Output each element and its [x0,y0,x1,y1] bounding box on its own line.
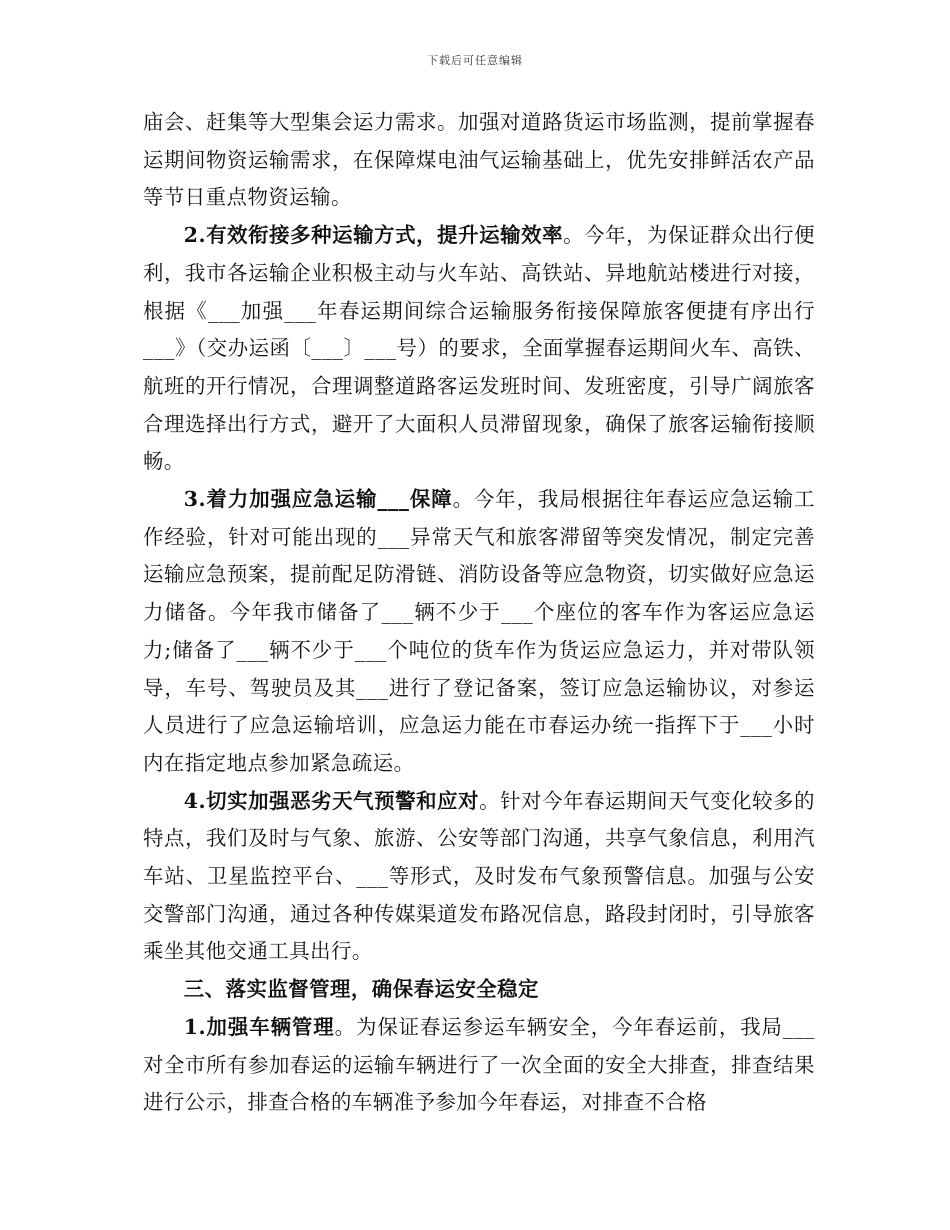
paragraph-lead: 2.有效衔接多种运输方式，提升运输效率 [183,223,564,248]
paragraph-continuation [143,104,815,217]
paragraph-lead: 3.着力加强应急运输___保障 [183,487,453,512]
paragraph-lead: 1.加强车辆管理 [183,1014,335,1039]
paragraph-text: 庙会、赶集等大型集会运力需求。加强对道路货运市场监测，提前掌握春运期间物资运输需求，在保障煤电油气运输基础上，优先安排鲜活农产品等节日重点物资运输。 [143,110,815,210]
document-body [143,104,815,1122]
section-heading: 三、落实监督管理，确保春运安全稳定 [183,977,539,1002]
paragraph-item-2 [143,217,815,481]
page-header: 下载后可任意编辑 [427,54,523,67]
paragraph-text: 。针对今年春运期间天气变化较多的特点，我们及时与气象、旅游、公安等部门沟通，共享气象信息，利用汽车站、卫星监控平台、___等形式，及时发布气象预警信息。加强与公安交警部门沟通，通过各种传媒渠道发布路况信息，路段封闭时，引导旅客乘坐其他交通工具出行。 [143,788,815,964]
paragraph-item-section3-1 [143,1009,815,1122]
paragraph-text: 。今年，我局根据往年春运应急运输工作经验，针对可能出现的___异常天气和旅客滞留等突发情况，制定完善运输应急预案，提前配足防滑链、消防设备等应急物资，切实做好应急运力储备。今年我市储备了___辆不少于___个座位的客车作为客运应急运力;储备了___辆不少于___个吨位的货车作为货运应急运力，并对带队领导，车号、驾驶员及其___进行了登记备案，签订应急运输协议，对参运人员进行了应急运输培训，应急运力能在市春运办统一指挥下于___小时内在指定地点参加紧急疏运。 [143,487,816,775]
paragraph-lead: 4.切实加强恶劣天气预警和应对 [183,788,480,813]
paragraph-text: 。为保证春运参运车辆安全，今年春运前，我局___对全市所有参加春运的运输车辆进行了一次全面的安全大排查，排查结果进行公示，排查合格的车辆准予参加今年春运，对排查不合格 [143,1014,815,1115]
paragraph-item-4 [143,783,815,972]
paragraph-text: 。今年，为保证群众出行便利，我市各运输企业积极主动与火车站、高铁站、异地航站楼进行对接，根据《___加强___年春运期间综合运输服务衔接保障旅客便捷有序出行___》（交办运函〔___〕___号）的要求，全面掌握春运期间火车、高铁、航班的开行情况，合理调整道路客运发班时间、发班密度，引导广阔旅客合理选择出行方式，避开了大面积人员滞留现象，确保了旅客运输衔接顺畅。 [143,223,815,474]
paragraph-item-3 [143,481,815,783]
